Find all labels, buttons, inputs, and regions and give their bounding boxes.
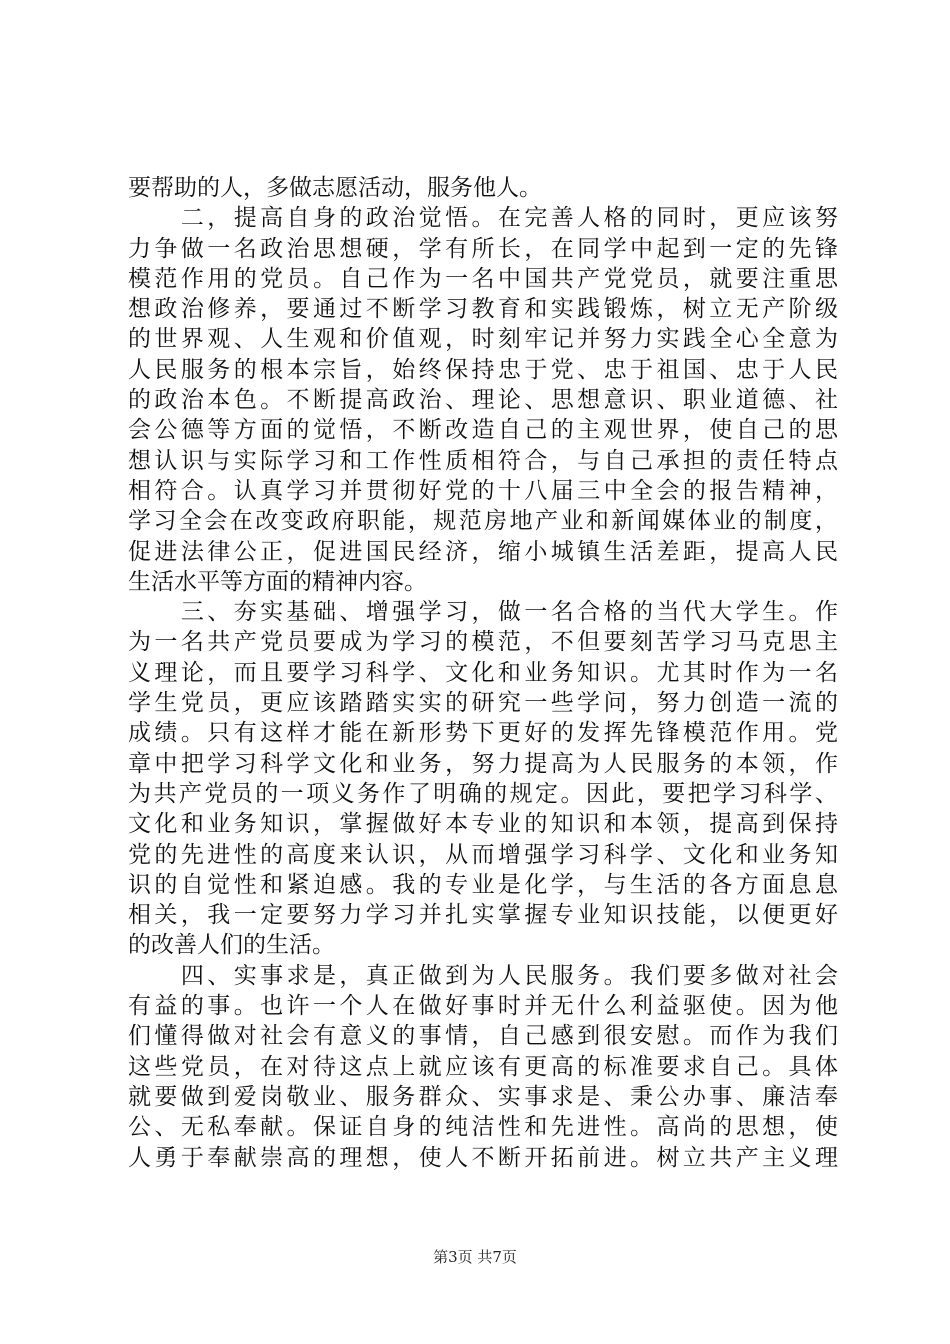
text-line: 学 习 全 会 在 改 变 政 府 职 能 ， 规 范 房 地 产 业 和 新 闻 媒 体 业 的 制 度 ， [128,508,838,535]
text-line: 二 ， 提 高 自 身 的 政 治 觉 悟 。 在 完 善 人 格 的 同 时 ， 更 应 该 努 [180,205,838,232]
text-line: 有 益 的 事 。 也 许 一 个 人 在 做 好 事 时 并 无 什 么 利 益 驱 使 。 因 为 他 [128,993,838,1020]
text-line: 会 公 德 等 方 面 的 觉 悟 ， 不 断 改 造 自 己 的 主 观 世 界 ， 使 自 己 的 思 [128,417,838,444]
text-line: 想 政 治 修 养 ， 要 通 过 不 断 学 习 教 育 和 实 践 锻 炼 ， 树 立 无 产 阶 级 [128,296,838,323]
text-line: 公 、 无 私 奉 献 。 保 证 自 身 的 纯 洁 性 和 先 进 性 。 高 尚 的 思 想 ， 使 [128,1114,838,1141]
text-line: 相 关 ， 我 一 定 要 努 力 学 习 并 扎 实 掌 握 专 业 知 识 技 能 ， 以 便 更 好 [128,902,838,929]
text-line: 人 勇 于 奉 献 崇 高 的 理 想 ， 使 人 不 断 开 拓 前 进 。 树 立 共 产 主 义 理 [128,1144,838,1171]
text-line: 相 符 合 。 认 真 学 习 并 贯 彻 好 党 的 十 八 届 三 中 全 会 的 报 告 精 神 ， [128,477,838,504]
text-line: 成 绩 。 只 有 这 样 才 能 在 新 形 势 下 更 好 的 发 挥 先 锋 模 范 作 用 。 党 [128,720,838,747]
text-line: 人 民 服 务 的 根 本 宗 旨 ， 始 终 保 持 忠 于 党 、 忠 于 祖 国 、 忠 于 人 民 [128,356,838,383]
text-line: 识 的 自 觉 性 和 紧 迫 感 。 我 的 专 业 是 化 学 ， 与 生 活 的 各 方 面 息 息 [128,871,838,898]
text-line: 义 理 论 ， 而 且 要 学 习 科 学 、 文 化 和 业 务 知 识 。 尤 其 时 作 为 一 名 [128,659,838,686]
text-line: 就 要 做 到 爱 岗 敬 业 、 服 务 群 众 、 实 事 求 是 、 秉 公 办 事 、 廉 洁 奉 [128,1083,838,1110]
text-line: 为 一 名 共 产 党 员 要 成 为 学 习 的 模 范 ， 不 但 要 刻 苦 学 习 马 克 思 主 [128,629,838,656]
text-line: 学 生 党 员 ， 更 应 该 踏 踏 实 实 的 研 究 一 些 学 问 ， 努 力 创 造 一 流 的 [128,690,838,717]
text-line: 的改善人们的生活。 [128,932,335,959]
text-line: 章 中 把 学 习 科 学 文 化 和 业 务 ， 努 力 提 高 为 人 民 服 务 的 本 领 ， 作 [128,750,838,777]
text-line: 生活水平等方面的精神内容。 [128,568,427,595]
text-line: 为 共 产 党 员 的 一 项 义 务 作 了 明 确 的 规 定 。 因 此 ， 要 把 学 习 科 学 、 [128,780,838,807]
text-line: 模 范 作 用 的 党 员 。 自 己 作 为 一 名 中 国 共 产 党 党 员 ， 就 要 注 重 思 [128,265,838,292]
text-line: 的 政 治 本 色 。 不 断 提 高 政 治 、 理 论 、 思 想 意 识 、 职 业 道 德 、 社 [128,387,838,414]
text-line: 想 认 识 与 实 际 学 习 和 工 作 性 质 相 符 合 ， 与 自 己 承 担 的 责 任 特 点 [128,447,838,474]
text-line: 这 些 党 员 ， 在 对 待 这 点 上 就 应 该 有 更 高 的 标 准 要 求 自 己 。 具 体 [128,1053,838,1080]
text-line: 文 化 和 业 务 知 识 ， 掌 握 做 好 本 专 业 的 知 识 和 本 领 ， 提 高 到 保 持 [128,811,838,838]
text-line: 党 的 先 进 性 的 高 度 来 认 识 ， 从 而 增 强 学 习 科 学 、 文 化 和 业 务 知 [128,841,838,868]
text-line: 力 争 做 一 名 政 治 思 想 硬 ， 学 有 所 长 ， 在 同 学 中 起 到 一 定 的 先 锋 [128,235,838,262]
body-text [128,173,838,1173]
text-line: 的 世 界 观 、 人 生 观 和 价 值 观 ， 时 刻 牢 记 并 努 力 实 践 全 心 全 意 为 [128,326,838,353]
text-line: 们 懂 得 做 对 社 会 有 意 义 的 事 情 ， 自 己 感 到 很 安 慰 。 而 作 为 我 们 [128,1023,838,1050]
text-line: 三 、 夯 实 基 础 、 增 强 学 习 ， 做 一 名 合 格 的 当 代 大 学 生 。 作 [180,599,838,626]
page-footer: 第3页 共7页 [433,1248,517,1266]
text-line: 要帮助的人，多做志愿活动，服务他人。 [128,175,542,201]
text-line: 四 、 实 事 求 是 ， 真 正 做 到 为 人 民 服 务 。 我 们 要 多 做 对 社 会 [180,962,838,989]
text-line: 促 进 法 律 公 正 ， 促 进 国 民 经 济 ， 缩 小 城 镇 生 活 差 距 ， 提 高 人 民 [128,538,838,565]
